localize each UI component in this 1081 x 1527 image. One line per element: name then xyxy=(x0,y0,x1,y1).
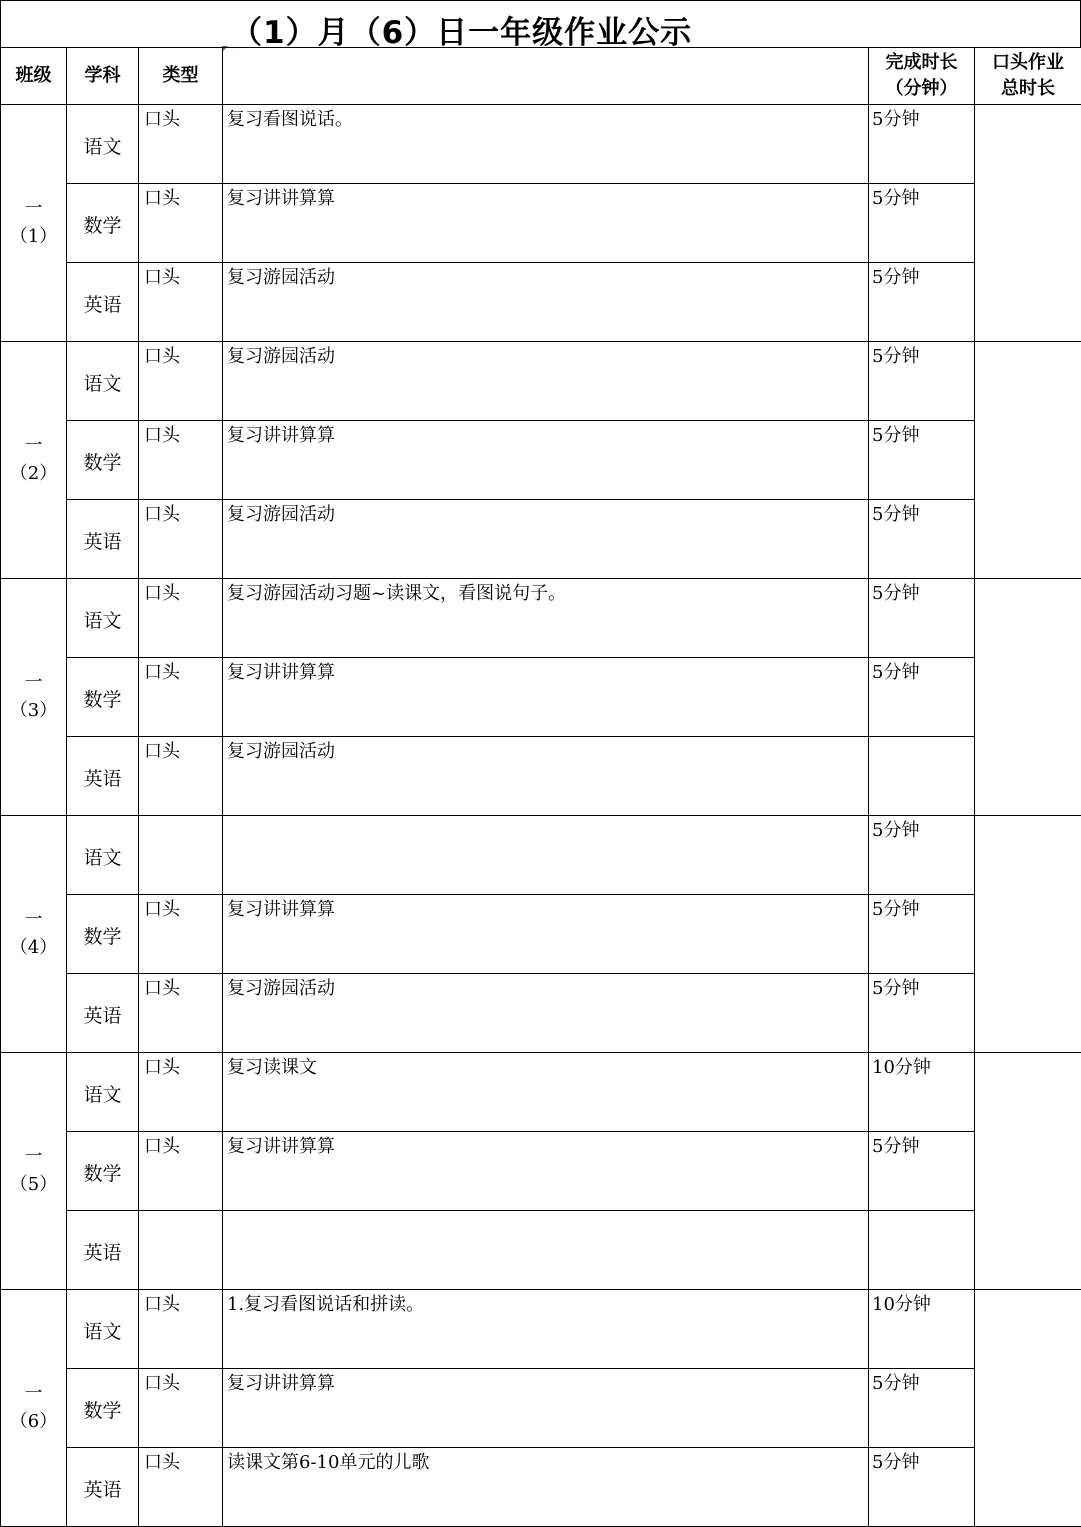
table-row xyxy=(1,1290,1081,1369)
content-cell: 复习讲讲算算 xyxy=(223,1132,869,1211)
type-cell: 口头 xyxy=(139,421,223,500)
subject-cell: 语文 xyxy=(67,1290,139,1369)
class-cell xyxy=(1,579,67,816)
content-cell: 复习讲讲算算 xyxy=(223,1369,869,1448)
table-row xyxy=(1,184,1081,263)
duration-cell: 5分钟 xyxy=(869,500,975,579)
class-grade: 一 xyxy=(1,195,66,223)
total-cell xyxy=(975,816,1081,1053)
class-number: （1） xyxy=(1,223,66,251)
table-row xyxy=(1,579,1081,658)
type-cell: 口头 xyxy=(139,500,223,579)
duration-cell: 5分钟 xyxy=(869,974,975,1053)
class-cell xyxy=(1,342,67,579)
content-cell: 读课文第6-10单元的儿歌 xyxy=(223,1448,869,1527)
table-row xyxy=(1,1211,1081,1290)
table-row xyxy=(1,737,1081,816)
header-total xyxy=(975,48,1081,105)
duration-cell xyxy=(869,737,975,816)
content-cell: 复习游园活动习题~读课文，看图说句子。 xyxy=(223,579,869,658)
subject-cell: 数学 xyxy=(67,421,139,500)
type-cell xyxy=(139,816,223,895)
duration-cell: 5分钟 xyxy=(869,342,975,421)
type-cell: 口头 xyxy=(139,1053,223,1132)
sheet-title xyxy=(0,0,1081,48)
table-row xyxy=(1,342,1081,421)
header-content xyxy=(223,48,869,105)
table-row xyxy=(1,105,1081,184)
homework-table xyxy=(0,47,1081,1527)
table-row xyxy=(1,1132,1081,1211)
content-cell: 复习游园活动 xyxy=(223,500,869,579)
class-grade: 一 xyxy=(1,1143,66,1171)
type-cell: 口头 xyxy=(139,184,223,263)
duration-cell: 5分钟 xyxy=(869,105,975,184)
subject-cell: 英语 xyxy=(67,1211,139,1290)
table-row xyxy=(1,974,1081,1053)
header-subject: 学科 xyxy=(67,48,139,105)
table-row xyxy=(1,895,1081,974)
content-cell: 复习看图说话。 xyxy=(223,105,869,184)
content-cell xyxy=(223,816,869,895)
subject-cell: 语文 xyxy=(67,816,139,895)
type-cell: 口头 xyxy=(139,1369,223,1448)
duration-cell: 5分钟 xyxy=(869,579,975,658)
table-row xyxy=(1,658,1081,737)
subject-cell: 英语 xyxy=(67,500,139,579)
duration-cell: 5分钟 xyxy=(869,421,975,500)
type-cell: 口头 xyxy=(139,895,223,974)
type-cell: 口头 xyxy=(139,105,223,184)
header-total-line2: 总时长 xyxy=(975,76,1081,102)
subject-cell: 语文 xyxy=(67,1053,139,1132)
content-cell: 复习讲讲算算 xyxy=(223,658,869,737)
table-row xyxy=(1,816,1081,895)
header-duration xyxy=(869,48,975,105)
duration-cell: 5分钟 xyxy=(869,1132,975,1211)
content-cell xyxy=(223,1211,869,1290)
total-cell xyxy=(975,579,1081,816)
class-number: （2） xyxy=(1,460,66,488)
duration-cell: 5分钟 xyxy=(869,816,975,895)
type-cell: 口头 xyxy=(139,579,223,658)
total-cell xyxy=(975,105,1081,342)
class-grade: 一 xyxy=(1,669,66,697)
duration-cell xyxy=(869,1211,975,1290)
duration-cell: 10分钟 xyxy=(869,1053,975,1132)
content-cell: 复习游园活动 xyxy=(223,974,869,1053)
class-cell xyxy=(1,816,67,1053)
class-grade: 一 xyxy=(1,1380,66,1408)
subject-cell: 数学 xyxy=(67,1369,139,1448)
duration-cell: 10分钟 xyxy=(869,1290,975,1369)
total-cell xyxy=(975,1290,1081,1527)
subject-cell: 语文 xyxy=(67,342,139,421)
type-cell: 口头 xyxy=(139,974,223,1053)
table-row xyxy=(1,1369,1081,1448)
type-cell: 口头 xyxy=(139,1290,223,1369)
content-cell: 1.复习看图说话和拼读。 xyxy=(223,1290,869,1369)
type-cell: 口头 xyxy=(139,737,223,816)
title-text: （1）月（6）日一年级作业公示 xyxy=(231,7,692,52)
type-cell: 口头 xyxy=(139,1448,223,1527)
table-body xyxy=(1,105,1081,1527)
subject-cell: 数学 xyxy=(67,1132,139,1211)
type-cell xyxy=(139,1211,223,1290)
header-duration-line1: 完成时长 xyxy=(869,50,974,76)
total-cell xyxy=(975,1053,1081,1290)
class-grade: 一 xyxy=(1,906,66,934)
table-row xyxy=(1,1448,1081,1527)
type-cell: 口头 xyxy=(139,263,223,342)
content-cell: 复习游园活动 xyxy=(223,263,869,342)
subject-cell: 英语 xyxy=(67,974,139,1053)
subject-cell: 数学 xyxy=(67,895,139,974)
header-row xyxy=(1,48,1081,105)
header-duration-line2: （分钟） xyxy=(869,76,974,102)
class-cell xyxy=(1,105,67,342)
header-class: 班级 xyxy=(1,48,67,105)
header-type: 类型 xyxy=(139,48,223,105)
class-number: （4） xyxy=(1,934,66,962)
subject-cell: 英语 xyxy=(67,737,139,816)
table-row xyxy=(1,500,1081,579)
type-cell: 口头 xyxy=(139,658,223,737)
class-cell xyxy=(1,1290,67,1527)
content-cell: 复习游园活动 xyxy=(223,342,869,421)
content-cell: 复习讲讲算算 xyxy=(223,421,869,500)
subject-cell: 数学 xyxy=(67,658,139,737)
duration-cell: 5分钟 xyxy=(869,1369,975,1448)
content-cell: 复习游园活动 xyxy=(223,737,869,816)
subject-cell: 语文 xyxy=(67,579,139,658)
content-cell: 复习讲讲算算 xyxy=(223,895,869,974)
table-row xyxy=(1,421,1081,500)
subject-cell: 语文 xyxy=(67,105,139,184)
duration-cell: 5分钟 xyxy=(869,263,975,342)
table-row xyxy=(1,1053,1081,1132)
content-cell: 复习讲讲算算 xyxy=(223,184,869,263)
class-cell xyxy=(1,1053,67,1290)
subject-cell: 英语 xyxy=(67,263,139,342)
class-number: （3） xyxy=(1,697,66,725)
duration-cell: 5分钟 xyxy=(869,1448,975,1527)
class-number: （5） xyxy=(1,1171,66,1199)
header-total-line1: 口头作业 xyxy=(975,50,1081,76)
table-row xyxy=(1,263,1081,342)
subject-cell: 英语 xyxy=(67,1448,139,1527)
type-cell: 口头 xyxy=(139,342,223,421)
duration-cell: 5分钟 xyxy=(869,895,975,974)
duration-cell: 5分钟 xyxy=(869,184,975,263)
type-cell: 口头 xyxy=(139,1132,223,1211)
class-grade: 一 xyxy=(1,432,66,460)
total-cell xyxy=(975,342,1081,579)
duration-cell: 5分钟 xyxy=(869,658,975,737)
class-number: （6） xyxy=(1,1408,66,1436)
content-cell: 复习读课文 xyxy=(223,1053,869,1132)
subject-cell: 数学 xyxy=(67,184,139,263)
